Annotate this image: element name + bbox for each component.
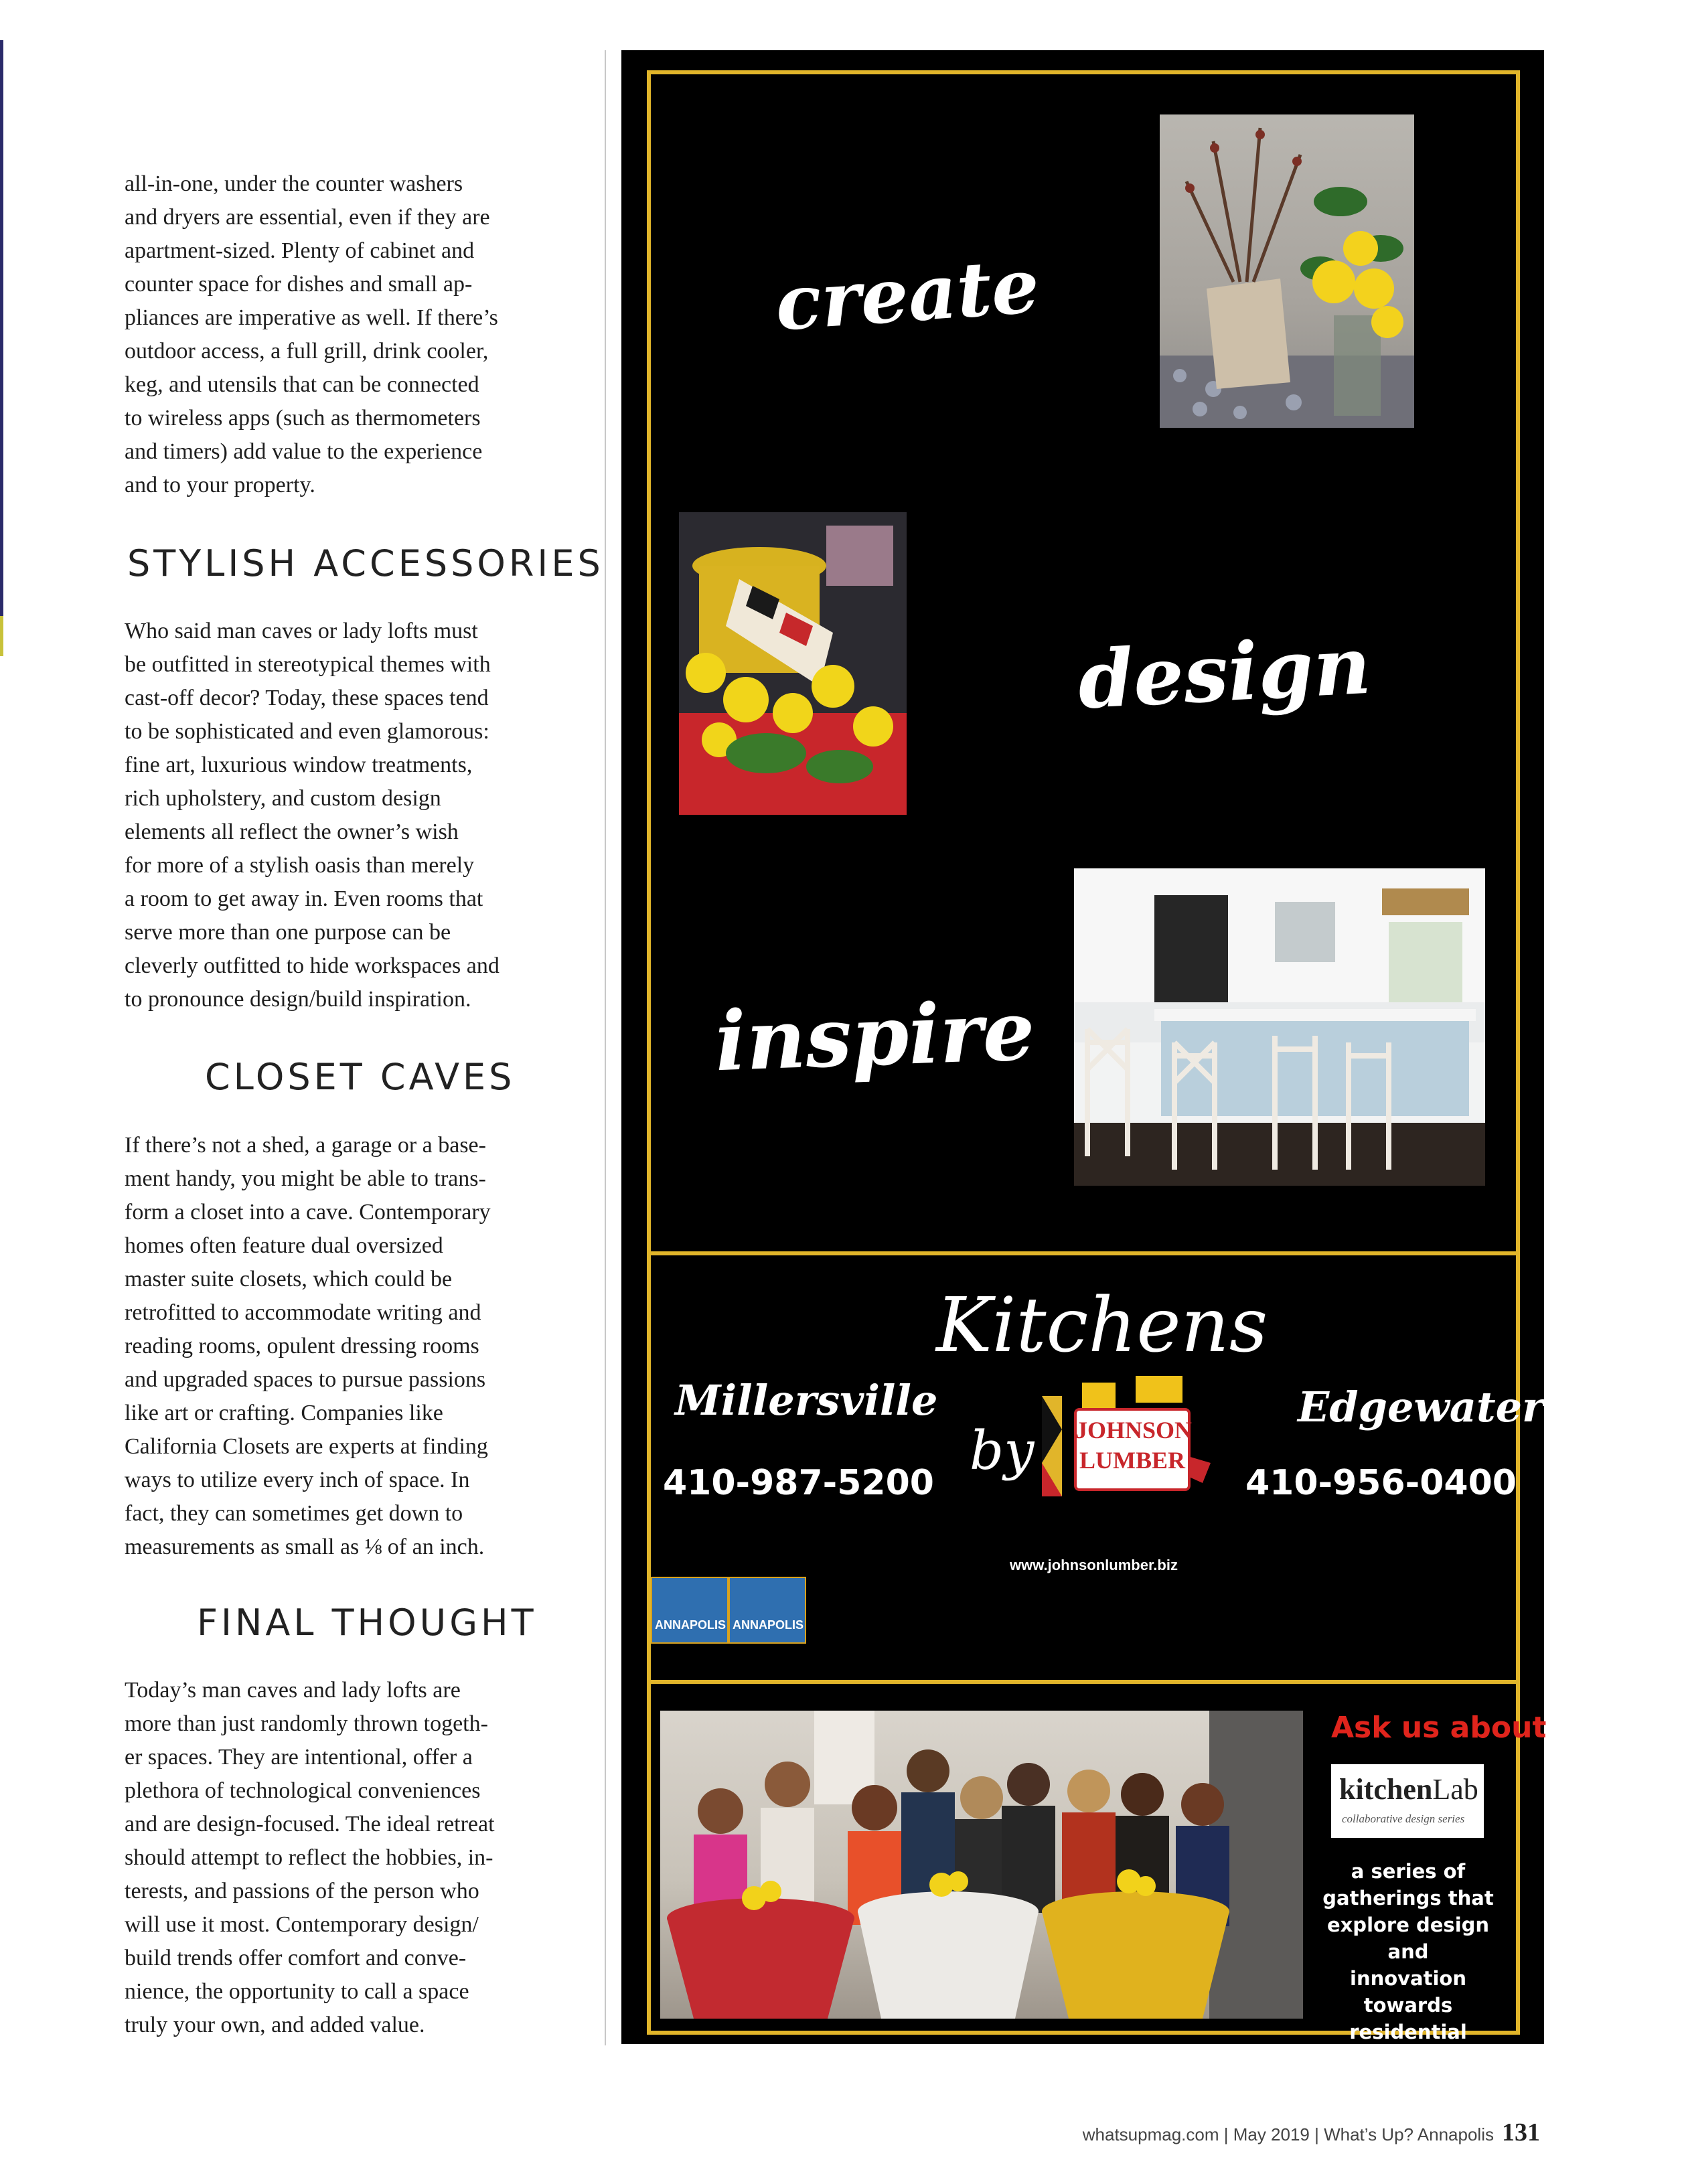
group-photo-illustration — [660, 1711, 1303, 2019]
flower-vase-illustration — [1160, 114, 1414, 428]
paragraph-closet-caves: If there’s not a shed, a garage or a base- ment handy, you might be able to trans- form a closet into a cave. Contemporary homes often feature dual oversized master suite closets, which could be retrofitted to accommodate writing and reading rooms, opulent dressing rooms and upgraded spaces to pursue passions like art or crafting. Companies like California Closets are experts at finding ways to utilize every inch of space. In fact, they can sometimes get down to measurements as small as ⅛ of an inch. — [125, 1133, 491, 1559]
kitchenlab-tagline: collaborative design series — [1342, 1812, 1465, 1825]
page-edge-bar-accent — [0, 616, 3, 656]
phone-millersville: 410-987-5200 — [663, 1463, 934, 1503]
kitchenlab-bold: kitchen — [1339, 1773, 1433, 1806]
article-block-3 — [125, 1129, 580, 1564]
kitchenlab-group-photo — [660, 1711, 1303, 2019]
kitchenlab-logo — [1331, 1764, 1484, 1838]
logo-line-lumber: LUMBER — [1079, 1447, 1185, 1474]
series-description: a series of gatherings that explore design and innovation towards residential spaces. — [1322, 1860, 1494, 2070]
maryland-flowers-illustration — [679, 512, 907, 815]
heading-stylish-accessories: STYLISH ACCESSORIES — [127, 542, 604, 584]
page-edge-bar — [0, 40, 3, 616]
ask-us-about: Ask us about — [1331, 1711, 1547, 1745]
article-column — [125, 167, 580, 502]
location-millersville: Millersville — [675, 1376, 938, 1425]
badge-best-of-annapolis-1 — [651, 1577, 729, 1644]
johnson-lumber-ad — [621, 50, 1547, 2070]
word-create: create — [772, 242, 1043, 348]
phone-edgewater: 410-956-0400 — [1245, 1463, 1517, 1503]
flower-vase-photo — [1160, 114, 1414, 428]
footer-text: whatsupmag.com | May 2019 | What’s Up? Annapolis — [1082, 2124, 1494, 2144]
logo-line-johnson: JOHNSON — [1075, 1417, 1193, 1444]
by-script: by — [970, 1419, 1035, 1482]
kitchenlab-wordmark — [1339, 1772, 1478, 1806]
kitchenlab-light: Lab — [1432, 1773, 1478, 1806]
article-block-4 — [125, 1674, 580, 2042]
johnson-lumber-logo — [1035, 1369, 1216, 1516]
badge-2-label: ANNAPOLIS — [733, 1618, 804, 1632]
website-link[interactable]: www.johnsonlumber.biz — [1010, 1557, 1178, 1573]
column-divider — [605, 50, 606, 2045]
word-inspire: inspire — [713, 982, 1037, 1090]
kitchen-photo — [1074, 868, 1485, 1186]
kitchens-script: Kitchens — [936, 1282, 1268, 1369]
page-number: 131 — [1502, 2118, 1540, 2147]
heading-final-thought: FINAL THOUGHT — [197, 1602, 537, 1644]
article-block-2 — [125, 615, 580, 1016]
badge-best-of-annapolis-2 — [729, 1577, 806, 1644]
page-footer — [1083, 2118, 1540, 2147]
badge-1-label: ANNAPOLIS — [655, 1618, 727, 1632]
paragraph-appliances: all-in-one, under the counter washers and dryers are essential, even if they are apartment-sized. Plenty of cabinet and counter space for dishes and small ap- pliances are imperative as well. If there’s outdoor access, a full grill, drink cooler, keg, and utensils that can be connected to wireless apps (such as thermometers and timers) add value to the experience and to your property. — [125, 171, 498, 497]
paragraph-stylish-accessories: Who said man caves or lady lofts must be outfitted in stereotypical themes with cast-off decor? Today, these spaces tend to be sophisticated and even glamorous: fine art, luxurious window treatments, rich upholstery, and custom design elements all reflect the owner’s wish for more of a stylish oasis than merely a room to get away in. Even rooms that serve more than one purpose can be cleverly outfitted to hide workspaces and to pronounce design/build inspiration. — [125, 619, 500, 1012]
word-design: design — [1075, 618, 1373, 727]
kitchen-illustration — [1074, 868, 1485, 1186]
paragraph-final-thought: Today’s man caves and lady lofts are more than just randomly thrown togeth- er spaces. They are intentional, offer a plethora of technological conveniences and are design-focused. The ideal retreat should attempt to reflect the hobbies, in- terests, and passions of the person who will use it most. Contemporary design/ build trends offer comfort and conve- nience, the opportunity to call a space truly your own, and added value. — [125, 1678, 495, 2037]
maryland-flowers-photo — [679, 512, 907, 815]
location-edgewater: Edgewater — [1298, 1383, 1544, 1431]
heading-closet-caves: CLOSET CAVES — [205, 1056, 516, 1098]
